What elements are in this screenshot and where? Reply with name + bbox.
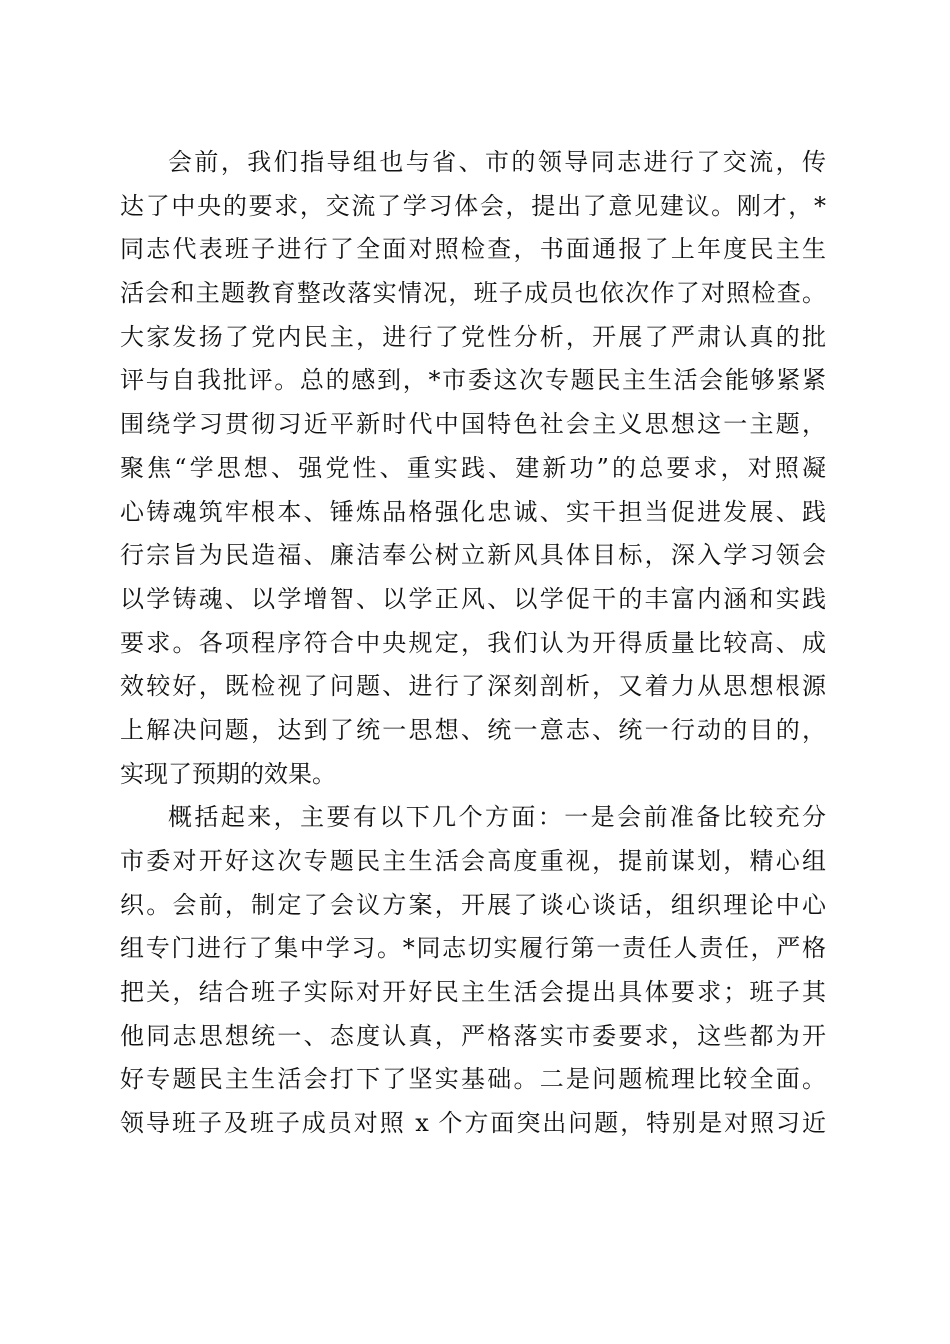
text-line: 好专题民主生活会打下了坚实基础。二是问题梳理比较全面。 [120, 1065, 826, 1094]
text-line: 要求。各项程序符合中央规定，我们认为开得质量比较高、成 [120, 628, 826, 657]
text-line: 心铸魂筑牢根本、锤炼品格强化忠诚、实干担当促进发展、践 [120, 497, 826, 526]
text-line: 领导班子及班子成员对照 x 个方面突出问题，特别是对照习近 [120, 1109, 826, 1138]
text-line: 活会和主题教育整改落实情况，班子成员也依次作了对照检查。 [120, 279, 826, 308]
text-line: 聚焦“学思想、强党性、重实践、建新功”的总要求，对照凝 [120, 453, 826, 482]
text-line: 同志代表班子进行了全面对照检查，书面通报了上年度民主生 [120, 235, 826, 264]
text-line: 围绕学习贯彻习近平新时代中国特色社会主义思想这一主题， [120, 410, 826, 439]
paragraph-1 [120, 141, 826, 796]
text-line: 把关，结合班子实际对开好民主生活会提出具体要求；班子其 [120, 978, 826, 1007]
text-line: 以学铸魂、以学增智、以学正风、以学促干的丰富内涵和实践 [120, 584, 826, 613]
text-line: 概括起来，主要有以下几个方面：一是会前准备比较充分 [168, 803, 826, 832]
text-line: 上解决问题，达到了统一思想、统一意志、统一行动的目的， [120, 715, 826, 744]
text-line: 他同志思想统一、态度认真，严格落实市委要求，这些都为开 [120, 1021, 826, 1050]
text-line: 大家发扬了党内民主，进行了党性分析，开展了严肃认真的批 [120, 322, 826, 351]
text-line: 织。会前，制定了会议方案，开展了谈心谈话，组织理论中心 [120, 890, 826, 919]
text-line: 评与自我批评。总的感到，*市委这次专题民主生活会能够紧紧 [120, 366, 826, 395]
text-line: 行宗旨为民造福、廉洁奉公树立新风具体目标，深入学习领会 [120, 541, 826, 570]
paragraph-2 [120, 796, 826, 1146]
text-line: 效较好，既检视了问题、进行了深刻剖析，又着力从思想根源 [120, 672, 826, 701]
text-line: 会前，我们指导组也与省、市的领导同志进行了交流，传 [168, 148, 826, 176]
document-body [120, 141, 826, 1146]
text-line: 组专门进行了集中学习。*同志切实履行第一责任人责任，严格 [120, 934, 826, 963]
text-line: 达了中央的要求，交流了学习体会，提出了意见建议。刚才，* [120, 191, 826, 220]
text-line: 实现了预期的效果。 [120, 759, 336, 788]
text-line: 市委对开好这次专题民主生活会高度重视，提前谋划，精心组 [120, 847, 826, 875]
